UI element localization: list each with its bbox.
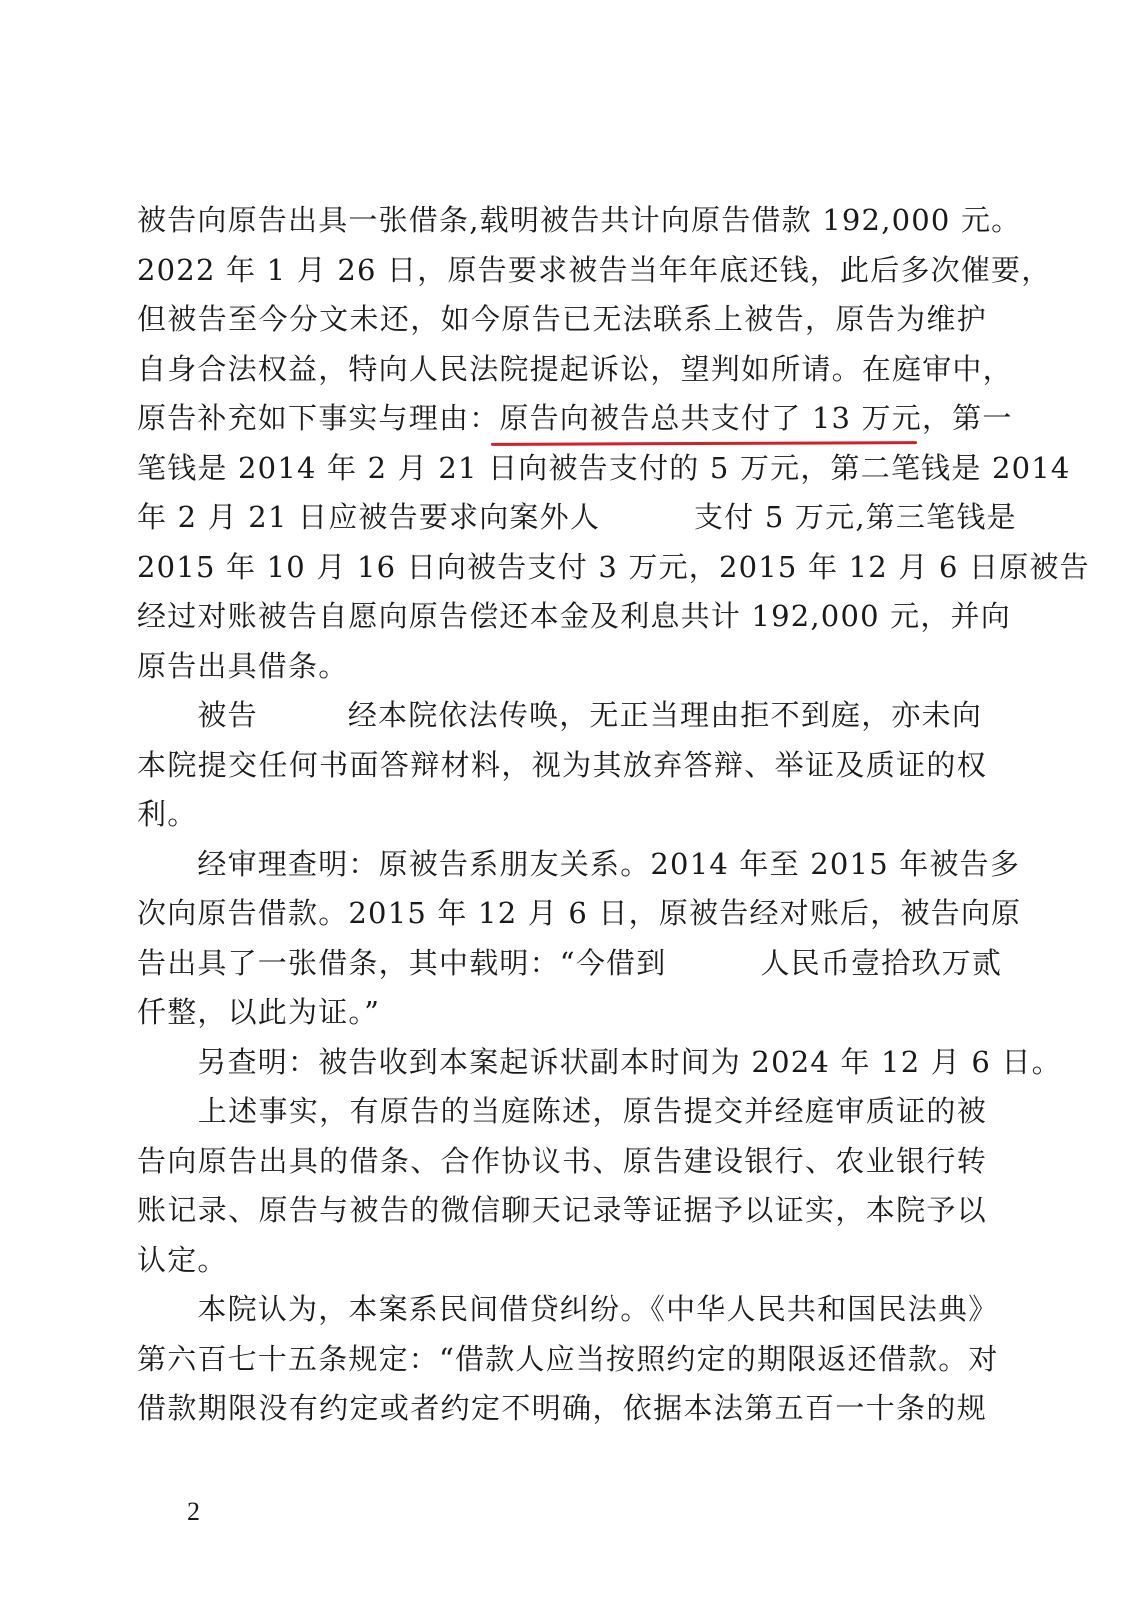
text-line: 但被告至今分文未还，如今原告已无法联系上被告，原告为维护 — [137, 302, 987, 336]
text-line: 告向原告出具的借条、合作协议书、原告建设银行、农业银行转 — [137, 1143, 987, 1178]
text-line: 自身合法权益，特向人民法院提起诉讼，望判如所请。在庭审中， — [137, 351, 1013, 386]
text-line: 借款期限没有约定或者约定不明确，依据本法第五百一十条的规 — [137, 1391, 987, 1425]
text-line — [137, 691, 987, 741]
text-segment: 支付 5 万元,第三笔钱是 — [694, 500, 1017, 534]
text-segment: 告出具了一张借条，其中载明：“今借到 — [137, 945, 667, 980]
text-segment: 人民币壹拾玖万贰 — [760, 945, 1003, 980]
text-line: 本院认为，本案系民间借贷纠纷。《中华人民共和国民法典》 — [137, 1292, 999, 1326]
text-line: 被告向原告出具一张借条,载明被告共计向原告借款 192,000 元。 — [137, 203, 1022, 237]
text-line: 原告补充如下事实与理由：原告向被告总共支付了 13 万元，第一 — [137, 401, 1013, 435]
text-segment: 经本院依法传唤，无正当理由拒不到庭，亦未向 — [347, 698, 983, 732]
text-line: 第六百七十五条规定：“借款人应当按照约定的期限返还借款。对 — [137, 1341, 999, 1376]
text-line: 账记录、原告与被告的微信聊天记录等证据予以证实，本院予以 — [137, 1193, 987, 1227]
text-segment: 被告 — [137, 698, 258, 732]
text-line: 2022 年 1 月 26 日，原告要求被告当年年底还钱，此后多次催要， — [137, 252, 1052, 287]
text-line: 仟整，以此为证。” — [137, 995, 381, 1029]
text-line: 笔钱是 2014 年 2 月 21 日向被告支付的 5 万元，第二笔钱是 2014 — [137, 450, 1071, 485]
text-line: 2015 年 10 月 16 日向被告支付 3 万元，2015 年 12 月 6 日原被告 — [137, 549, 1090, 584]
text-line: 经审理查明：原被告系朋友关系。2014 年至 2015 年被告多 — [137, 846, 1021, 881]
text-line: 原告出具借条。 — [137, 648, 349, 683]
document-body — [137, 196, 1090, 1434]
text-segment: 年 2 月 21 日应被告要求向案外人 — [137, 500, 601, 534]
text-line — [137, 939, 1003, 989]
text-line: 上述事实，有原告的当庭陈述，原告提交并经庭审质证的被 — [137, 1094, 987, 1128]
text-line: 经过对账被告自愿向原告偿还本金及利息共计 192,000 元，并向 — [137, 599, 1011, 633]
text-line: 利。 — [137, 797, 198, 831]
text-line — [137, 493, 1017, 543]
text-line: 本院提交任何书面答辩材料，视为其放弃答辩、举证及质证的权 — [137, 747, 987, 782]
text-line: 另查明：被告收到本案起诉状副本时间为 2024 年 12 月 6 日。 — [137, 1044, 1062, 1079]
text-line: 认定。 — [137, 1242, 228, 1277]
page-number: 2 — [187, 1497, 200, 1526]
text-line: 次向原告借款。2015 年 12 月 6 日，原被告经对账后，被告向原 — [137, 896, 1022, 930]
